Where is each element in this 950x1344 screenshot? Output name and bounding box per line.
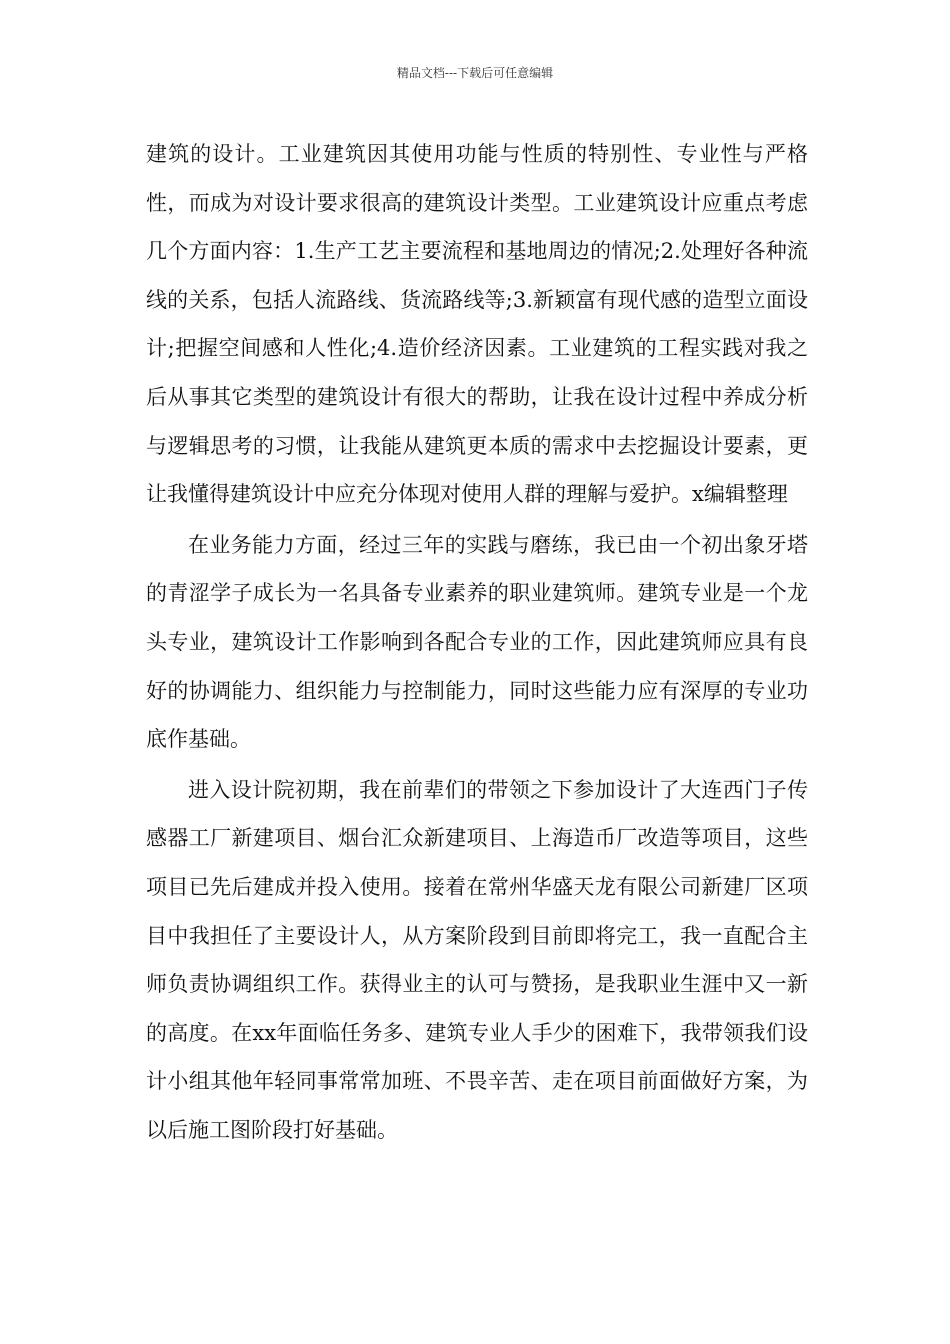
- paragraph-3: 进入设计院初期，我在前辈们的带领之下参加设计了大连西门子传感器工厂新建项目、烟台汇众新建项目、上海造币厂改造等项目，这些项目已先后建成并投入使用。接着在常州华盛天龙有限公司新建厂区项目中我担任了主要设计人，从方案阶段到目前即将完工，我一直配合主师负责协调组织工作。获得业主的认可与赞扬，是我职业生涯中又一新的高度。在xx年面临任务多、建筑专业人手少的困难下，我带领我们设计小组其他年轻同事常常加班、不畏辛苦、走在项目前面做好方案，为以后施工图阶段打好基础。: [146, 777, 808, 1142]
- document-body: [146, 130, 808, 1154]
- page-header: 精品文档---下载后可任意编辑: [396, 66, 554, 80]
- paragraph-1: 建筑的设计。工业建筑因其使用功能与性质的特别性、专业性与严格性，而成为对设计要求很高的建筑设计类型。工业建筑设计应重点考虑几个方面内容：1.生产工艺主要流程和基地周边的情况;2.处理好各种流线的关系，包括人流路线、货流路线等;3.新颖富有现代感的造型立面设计;把握空间感和人性化;4.造价经济因素。工业建筑的工程实践对我之后从事其它类型的建筑设计有很大的帮助，让我在设计过程中养成分析与逻辑思考的习惯，让我能从建筑更本质的需求中去挖掘设计要素，更让我懂得建筑设计中应充分体现对使用人群的理解与爱护。x编辑整理: [146, 142, 808, 507]
- paragraph-2: 在业务能力方面，经过三年的实践与磨练，我已由一个初出象牙塔的青涩学子成长为一名具备专业素养的职业建筑师。建筑专业是一个龙头专业，建筑设计工作影响到各配合专业的工作，因此建筑师应具有良好的协调能力、组织能力与控制能力，同时这些能力应有深厚的专业功底作基础。: [146, 532, 808, 752]
